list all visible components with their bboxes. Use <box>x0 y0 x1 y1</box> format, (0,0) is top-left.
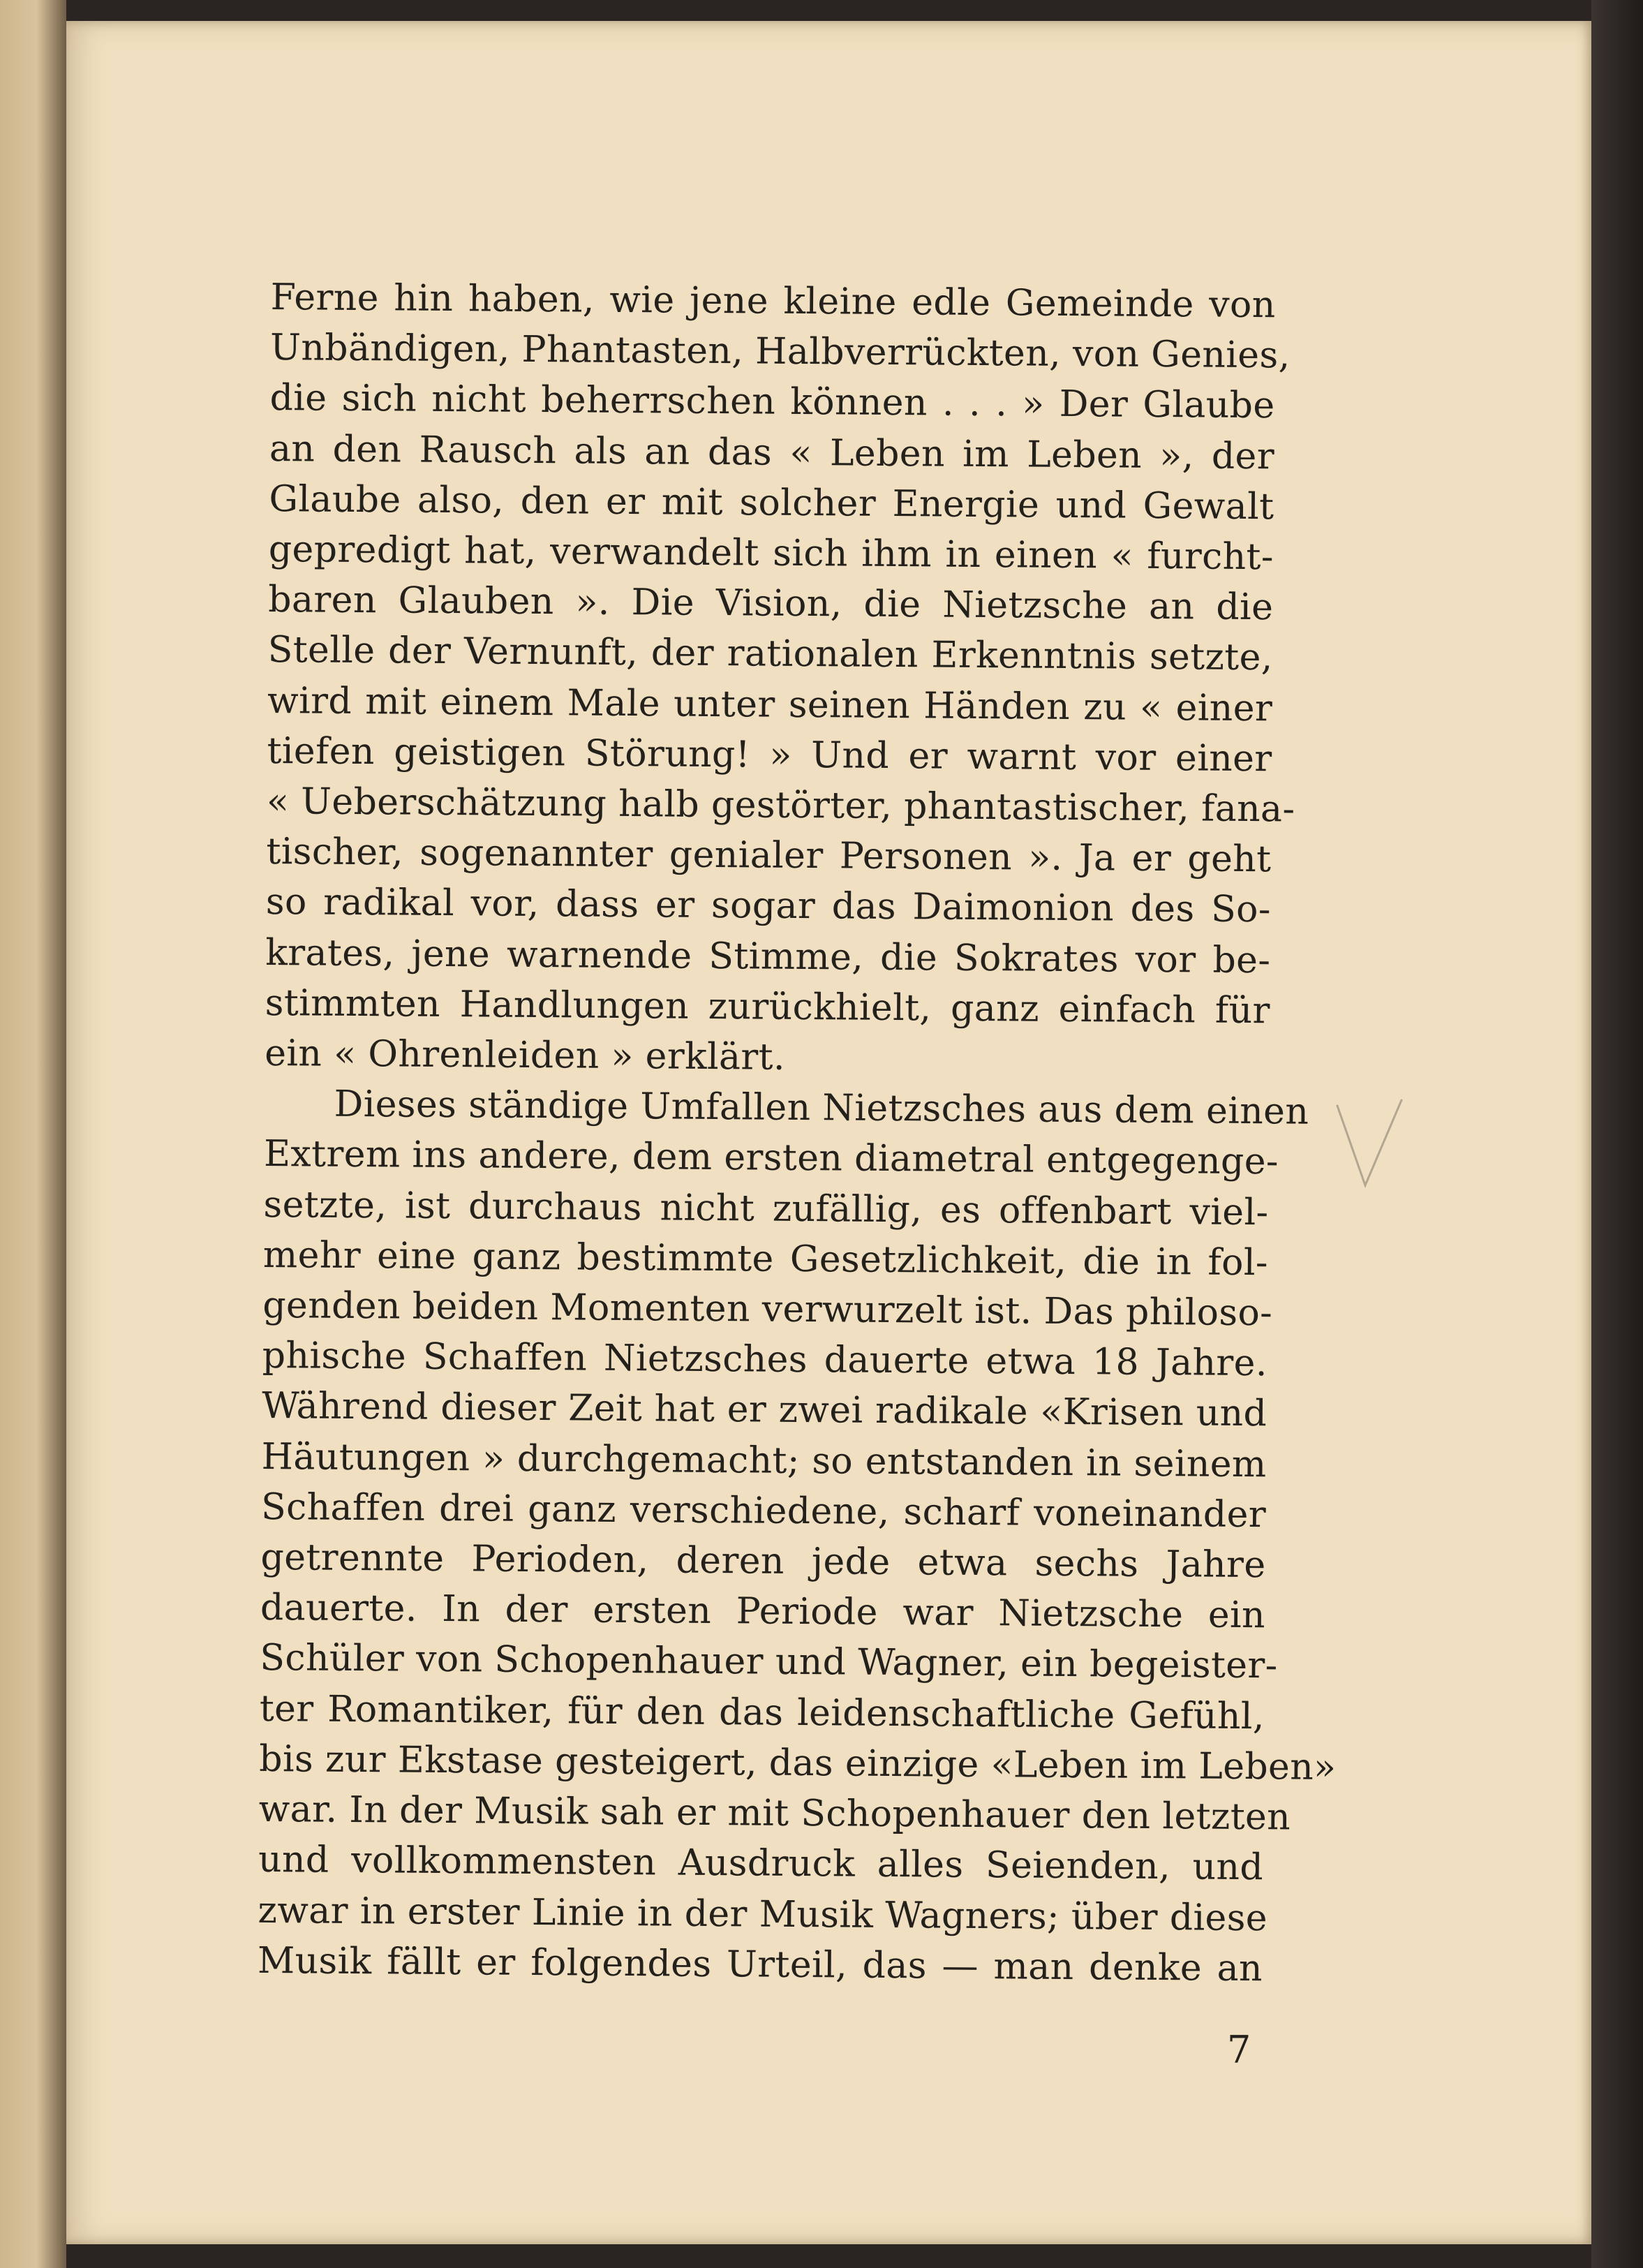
text-line: war. In der Musik sah er mit Schopenhauer den letzten <box>258 1788 1291 1839</box>
text-line: zwar in erster Linie in der Musik Wagners; über diese <box>258 1889 1268 1939</box>
text-line: stimmten Handlungen zurückhielt, ganz einfach für <box>265 981 1270 1032</box>
text-line: Musik fällt er folgendes Urteil, das — man denke an <box>257 1939 1263 1989</box>
text-line: Extrem ins andere, dem ersten diametral entgegenge- <box>263 1133 1279 1183</box>
text-line: bis zur Ekstase gesteigert, das einzige «Leben im Leben» <box>259 1737 1337 1788</box>
text-line: genden beiden Momenten verwurzelt ist. Das philoso- <box>262 1284 1273 1335</box>
text-line: und vollkommensten Ausdruck alles Seienden, und <box>258 1839 1264 1889</box>
text-line: baren Glauben ». Die Vision, die Nietzsche an die <box>268 579 1274 629</box>
paragraph-2 <box>257 1079 1337 1994</box>
text-line: Häutungen » durchgemacht; so entstanden in seinem <box>261 1435 1267 1485</box>
left-page-strip <box>0 0 66 2268</box>
text-line: setzte, ist durchaus nicht zufällig, es offenbart viel- <box>263 1183 1269 1233</box>
page-number: 7 <box>1227 2028 1251 2072</box>
text-line: tischer, sogenannter genialer Personen ». Ja er geht <box>266 831 1272 881</box>
text-line: so radikal vor, dass er sogar das Daimonion des So- <box>265 881 1272 931</box>
page-edge-shadow <box>1591 0 1643 2268</box>
text-line: tiefen geistigen Störung! » Und er warnt vor einer <box>267 729 1272 780</box>
text-line: Stelle der Vernunft, der rationalen Erkenntnis setzte, <box>267 629 1273 679</box>
text-line: krates, jene warnende Stimme, die Sokrates vor be- <box>265 931 1271 981</box>
text-line: Während dieser Zeit hat er zwei radikale «Krisen und <box>262 1385 1267 1435</box>
text-line: mehr eine ganz bestimmte Gesetzlichkeit, die in fol- <box>262 1233 1269 1284</box>
text-line: die sich nicht beherrschen können . . . » Der Glaube <box>269 377 1275 427</box>
pencil-checkmark <box>1333 1096 1410 1201</box>
text-line: Schaffen drei ganz verschiedene, scharf voneinander <box>260 1485 1267 1536</box>
text-line: ein « Ohrenleiden » erklärt. <box>264 1032 786 1079</box>
text-line: Schüler von Schopenhauer und Wagner, ein begeister- <box>260 1637 1278 1687</box>
text-line: phische Schaffen Nietzsches dauerte etwa 18 Jahre. <box>262 1335 1267 1385</box>
text-line: gepredigt hat, verwandelt sich ihm in einen « furcht- <box>268 528 1274 579</box>
text-line: wird mit einem Male unter seinen Händen zu « einer <box>267 679 1273 729</box>
text-line: an den Rausch als an das « Leben im Leben », der <box>269 427 1275 477</box>
text-line: ter Romantiker, für den das leidenschaftliche Gefühl, <box>259 1687 1265 1737</box>
body-text <box>257 272 1337 1994</box>
text-line: « Ueberschätzung halb gestörter, phantastischer, fana- <box>266 780 1295 831</box>
text-line: getrennte Perioden, deren jede etwa sechs Jahre <box>260 1536 1266 1587</box>
text-line: Unbändigen, Phantasten, Halbverrückten, von Genies, <box>269 327 1291 377</box>
text-line: Dieses ständige Umfallen Nietzsches aus dem einen <box>334 1083 1309 1133</box>
text-line: Glaube also, den er mit solcher Energie und Gewalt <box>269 477 1274 528</box>
text-line: Ferne hin haben, wie jene kleine edle Gemeinde von <box>270 276 1276 327</box>
text-line: dauerte. In der ersten Periode war Nietzsche ein <box>260 1587 1266 1637</box>
paragraph-1 <box>264 272 1295 1087</box>
